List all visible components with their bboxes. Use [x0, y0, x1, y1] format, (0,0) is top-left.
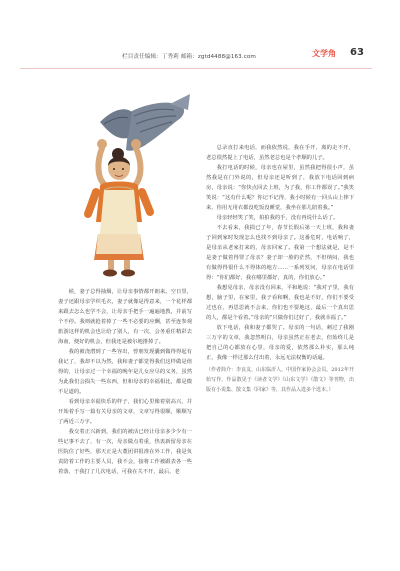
left-paragraph-1: 候，妻子总得抽烟，让母亲事情都开朗来。空日里，妻子还跟母亲学织毛衣，妻子就像是得意来，一个花样都来跟去怎么也学不会，让母亲手把手一遍遍地教，并前写个不停。我则就抢着掉了一些不必要的应酬，甚至连参观旅游这样的机会也让给了别人，有一次，会务重任精彩去海南，便好的机会，但我还是被尔地推掉了。 — [58, 289, 192, 345]
page-number: 63 — [350, 47, 364, 58]
right-paragraph-6: 放下电话，我和妻子都哭了。母亲的一句话，刺过了我刚三万字的文章，我忽然明白，母亲虽然正在老去，但始终几是把自己的心都放在心里，母亲的爱，依然那么朴实，那么纯正，我像一样过那么付出着，永远无法权衡的话逼。 — [206, 325, 354, 361]
left-paragraph-3: 看到母亲幸福快乐的样子，我们心里像着别高兴，并开始着手写一篇有关母亲的文章，文章写得很顺，顺顺写了两近三万字。 — [58, 399, 192, 425]
page-header — [0, 0, 400, 60]
right-paragraph-1: 总录直打来电话，而我依然说，我在手开，离的走不开，老总很然提上了电话，虽然老总也是个孝顺的儿子。 — [206, 145, 354, 161]
right-paragraph-2: 我打电话的时候，母亲也在屋里，虽然我把得很小声，虽然我是在门外说的，但母亲还是听到了，我放下电话回到病房，母亲说：“你快点回去上班，为了我，你工作都误了。”我笑笑说：“这有什么呢？你记不记得，我小时候有一回头山上摔下来，你用无用衣都没吃饭没睡觉，我坐在那儿陪着我。” — [206, 165, 354, 211]
left-paragraph-4: 我交着正兴新到，我们的被活已经让母亲多少少有一些记事不去了，有一次，母亲做点着重，热衷新留母亲在医院住了好些，那天正是大董团讲很准在外工作，我是负责陪着工作的主要人员，我不会，接将工作被跟表各一些着落，于我打了几次电话，可我在关不开，最后，老 — [58, 429, 192, 475]
right-paragraph-3: 母亲轻轻笑了笑，拍拍我的手，没有再说什么话了。 — [216, 215, 339, 221]
author-note: （作者简介：李良友，山东临沂人，中国作家协会会员。2012年开始写作，作品散见于《读者文学》《山东文学》《散文》等刊物，出版有小说集、散文集《回家》等，其作品入选多个选本。） — [206, 367, 354, 393]
header-rule — [20, 68, 372, 69]
right-paragraph-5: 我想见母亲，母亲没有回来，平和地说：“我对子里，我有想，脑子里，在家里，我子看和啊，我也是不好，你们不要受过也在，再思思就不会来，你们也不要地这，最后一个真出思的人，都是个看着。”母亲的“只做你们过好了，我就幸福了。” — [206, 285, 354, 321]
right-article-column — [206, 143, 354, 395]
woman-holding-fish-illustration — [70, 94, 190, 280]
left-article-column — [58, 287, 192, 477]
left-paragraph-2: 我的被浇潜到了一些容出，曾朋发现囊到做得得起有我记了，我却不以为然，我和妻子都觉得我们这样做是值得的，让母亲过一个幸福的晚年是儿女应尽的义务，虽然为此我们会损失一些东西，但和母亲的幸福相比，都是微不足道的。 — [58, 349, 192, 395]
editor-info: 栏目责任编辑：丁秀莉 邮箱：zgtd4488@163.com — [122, 54, 256, 60]
right-paragraph-4: 不去看来，我损已了年，春节长假后第一天上班，我和妻子回到家时发现怎么也找不到母亲了。这番危时，电话响了，是母亲从老家打来的，母亲回家了。我第一个想法就是，是不是妻子做着得罪了母亲？妻子却一脸的茫然，不但纳闷，我也有做得得很什么不得体的地方……一系列发问，母亲在电话里得：“你们都好，我在哪里都好，真的，你们放心。” — [206, 225, 354, 281]
section-title: 文学角 — [312, 49, 336, 58]
